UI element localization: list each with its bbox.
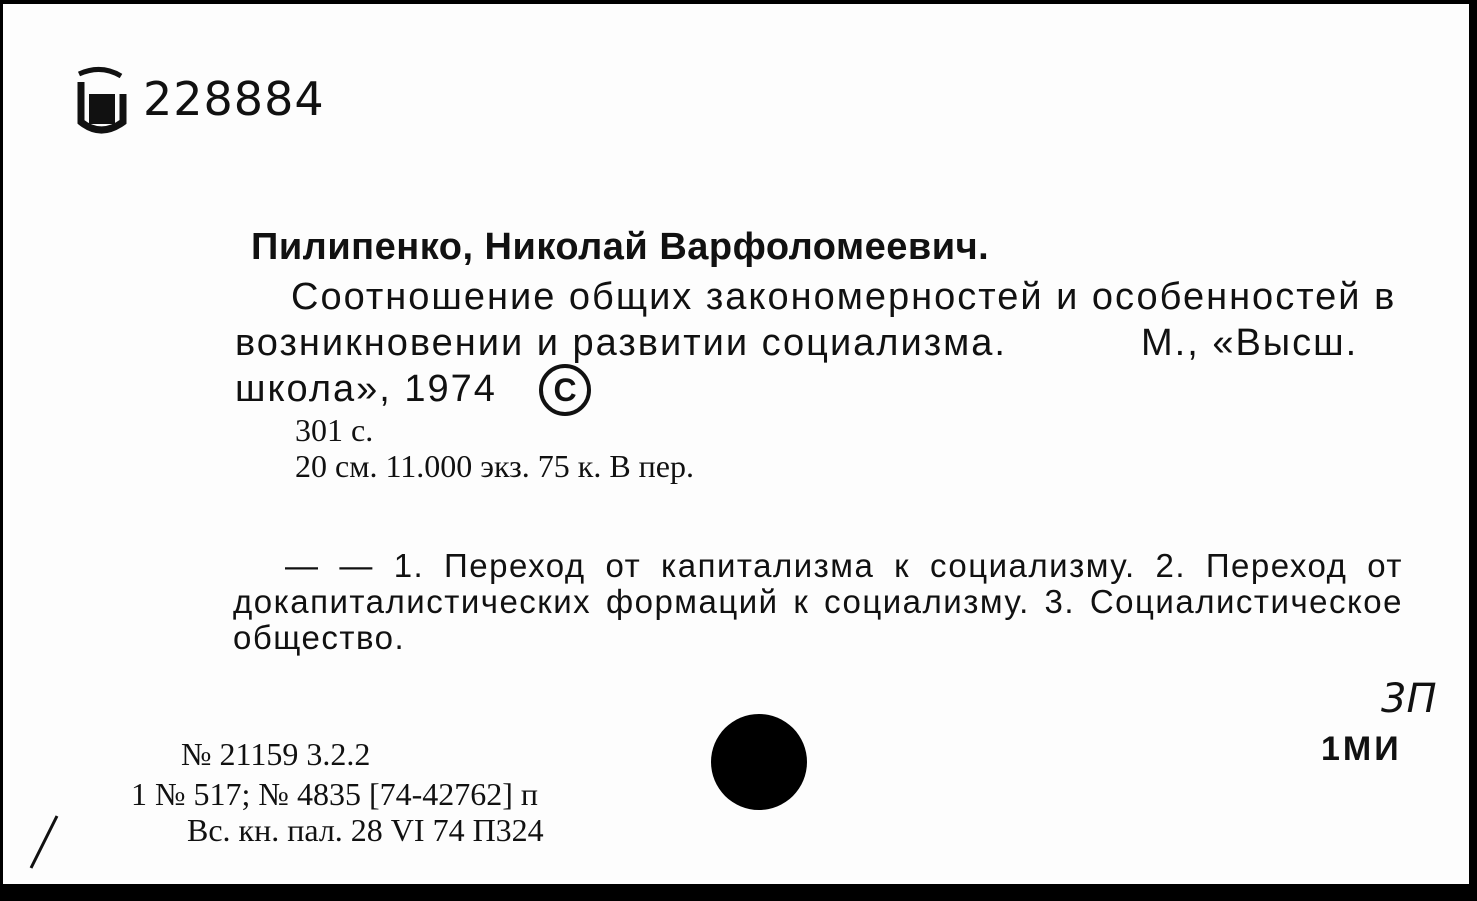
registration-numbers: 1 № 517; № 4835 [74-42762] п: [131, 776, 539, 812]
title-line-1: Соотношение общих закономерностей и особенностей в: [291, 276, 1397, 318]
subject-text: — — 1. Переход от капитализма к социализму. 2. Переход от докапиталистических формаций к социализму. 3. Социалистическое общество.: [233, 547, 1403, 656]
publisher-place: М., «Высш.: [1141, 322, 1359, 364]
book-chamber-info: Вс. кн. пал. 28 VI 74 П324: [187, 812, 544, 848]
author-heading: Пилипенко, Николай Варфоломеевич.: [251, 226, 990, 268]
catalog-card: [3, 4, 1469, 884]
format-info: 20 см. 11.000 экз. 75 к. В пер.: [295, 448, 694, 484]
subject-headings: [233, 548, 1403, 656]
inventory-number: 228884: [143, 72, 325, 126]
title-line-2: возникновении и развитии социализма.: [235, 322, 1007, 364]
punch-hole: [711, 714, 807, 810]
classification-suffix: 1МИ: [1321, 730, 1402, 768]
publisher-year: школа», 1974: [235, 368, 497, 410]
stamp-mark-icon: [71, 64, 131, 138]
page-count: 301 с.: [295, 412, 374, 448]
slash-mark-icon: [23, 812, 63, 872]
classification-code: 3П: [1381, 676, 1437, 722]
card-number: № 21159 3.2.2: [181, 736, 371, 772]
copyright-icon: C: [539, 364, 591, 416]
